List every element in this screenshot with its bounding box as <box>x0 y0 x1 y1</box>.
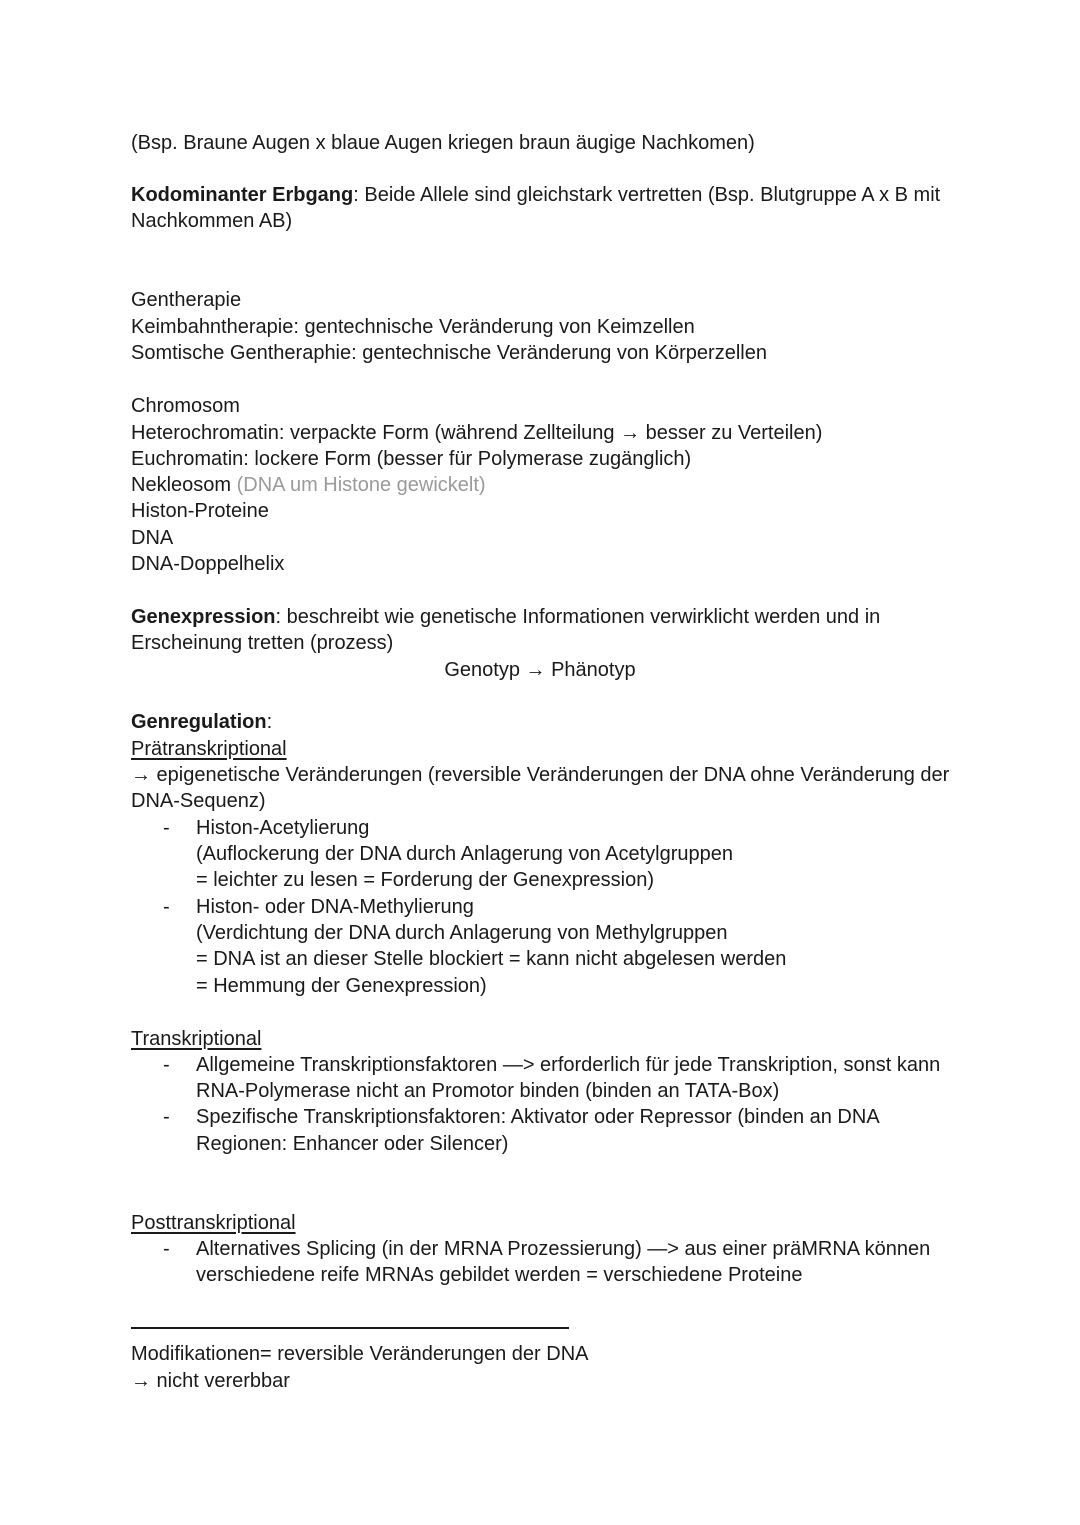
list-item-detail: = Hemmung der Genexpression) <box>196 975 487 997</box>
praetranskriptional-intro-1: → epigenetische Veränderungen (reversible Veränderungen der DNA ohne Veränderung der <box>131 764 950 786</box>
nukleosom: Nekleosom (DNA um Histone gewickelt) <box>131 474 486 496</box>
heterochromatin: Heterochromatin: verpackte Form (während Zellteilung → besser zu Verteilen) <box>131 422 823 444</box>
somatische-gentherapie: Somtische Gentheraphie: gentechnische Veränderung von Körperzellen <box>131 342 767 364</box>
list-item-detail: RNA-Polymerase nicht an Promotor binden (binden an TATA-Box) <box>196 1080 780 1102</box>
list-item-detail: = leichter zu lesen = Forderung der Genexpression) <box>196 869 655 891</box>
modifikationen-line-1: Modifikationen= reversible Veränderungen der DNA <box>131 1343 589 1365</box>
histon-proteine: Histon-Proteine <box>131 500 269 522</box>
list-item-detail: (Verdichtung der DNA durch Anlagerung von Methylgruppen <box>196 922 728 944</box>
genotyp-phaenotyp: Genotyp → Phänotyp <box>444 659 636 681</box>
dna-doppelhelix: DNA-Doppelhelix <box>131 553 285 575</box>
horizontal-rule <box>131 1327 569 1329</box>
genregulation-heading: Genregulation: <box>131 711 273 733</box>
list-item-detail: = DNA ist an dieser Stelle blockiert = kann nicht abgelesen werden <box>196 948 787 970</box>
kodominant-term: Kodominanter Erbgang <box>131 184 354 206</box>
list-bullet: - <box>163 817 170 839</box>
kodominant-line-1: Kodominanter Erbgang: Beide Allele sind gleichstark vertretten (Bsp. Blutgruppe A x B mit <box>131 184 941 206</box>
posttranskriptional-heading: Posttranskriptional <box>131 1212 296 1234</box>
genexpression-line-1: Genexpression: beschreibt wie genetische Informationen verwirklicht werden und in <box>131 606 881 628</box>
praetranskriptional-heading: Prätranskriptional <box>131 738 287 760</box>
list-bullet: - <box>163 1238 170 1260</box>
euchromatin: Euchromatin: lockere Form (besser für Polymerase zugänglich) <box>131 448 692 470</box>
modifikationen-line-2: → nicht vererbbar <box>131 1370 290 1392</box>
list-item: Alternatives Splicing (in der MRNA Prozessierung) —> aus einer präMRNA können <box>196 1238 931 1260</box>
list-bullet: - <box>163 896 170 918</box>
dominant-example: (Bsp. Braune Augen x blaue Augen kriegen braun äugige Nachkomen) <box>131 132 755 154</box>
praetranskriptional-intro-2: DNA-Sequenz) <box>131 790 266 812</box>
list-item-detail: Regionen: Enhancer oder Silencer) <box>196 1133 509 1155</box>
list-item: Spezifische Transkriptionsfaktoren: Aktivator oder Repressor (binden an DNA <box>196 1106 880 1128</box>
list-item-detail: (Auflockerung der DNA durch Anlagerung von Acetylgruppen <box>196 843 734 865</box>
genexpression-term: Genexpression <box>131 606 276 628</box>
genregulation-term: Genregulation <box>131 711 267 733</box>
nukleosom-note: (DNA um Histone gewickelt) <box>231 474 486 496</box>
list-item-detail: verschiedene reife MRNAs gebildet werden = verschiedene Proteine <box>196 1264 803 1286</box>
list-item: Histon-Acetylierung <box>196 817 370 839</box>
list-item: Allgemeine Transkriptionsfaktoren —> erforderlich für jede Transkription, sonst kann <box>196 1054 941 1076</box>
list-item: Histon- oder DNA-Methylierung <box>196 896 474 918</box>
chromosom-heading: Chromosom <box>131 395 240 417</box>
list-bullet: - <box>163 1106 170 1128</box>
transkriptional-heading: Transkriptional <box>131 1028 262 1050</box>
gentherapie-heading: Gentherapie <box>131 289 242 311</box>
genexpression-line-2: Erscheinung tretten (prozess) <box>131 632 394 654</box>
keimbahntherapie: Keimbahntherapie: gentechnische Veränderung von Keimzellen <box>131 316 695 338</box>
dna: DNA <box>131 527 174 549</box>
list-bullet: - <box>163 1054 170 1076</box>
kodominant-line-2: Nachkommen AB) <box>131 210 293 232</box>
